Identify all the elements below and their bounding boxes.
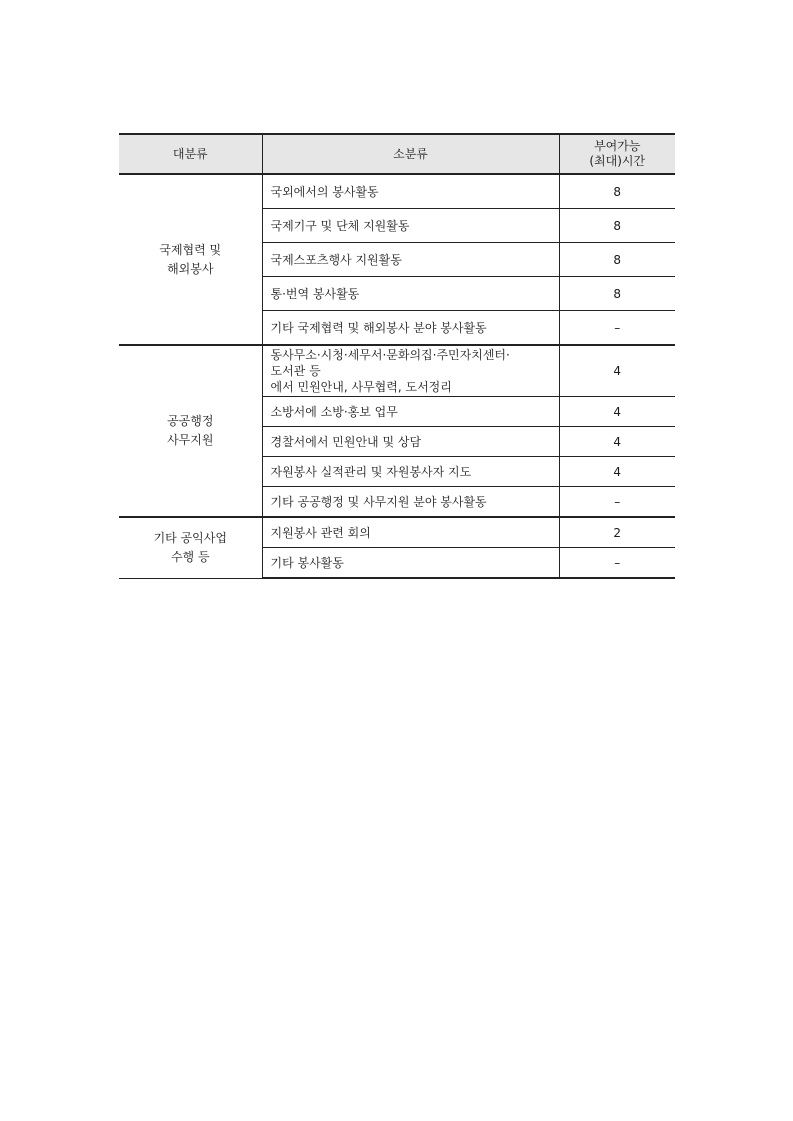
header-hours-line1: 부여가능 (594, 139, 641, 153)
subcategory-cell: 기타 공공행정 및 사무지원 분야 봉사활동 (262, 487, 559, 518)
subcategory-line: 에서 민원안내, 사무협력, 도서정리 (270, 380, 452, 394)
volunteer-hours-table (119, 133, 675, 579)
table-row (119, 517, 675, 548)
subcategory-cell: 자원봉사 실적관리 및 자원봉사자 지도 (262, 457, 559, 487)
subcategory-cell: 국제스포츠행사 지원활동 (262, 243, 559, 277)
subcategory-cell: 통·번역 봉사활동 (262, 277, 559, 311)
subcategory-cell: 국제기구 및 단체 지원활동 (262, 209, 559, 243)
table-row (119, 174, 675, 209)
subcategory-cell: 기타 국제협력 및 해외봉사 분야 봉사활동 (262, 311, 559, 346)
category-line: 공공행정 (167, 414, 214, 428)
subcategory-line: 동사무소·시청·세무서·문화의집·주민자치센터· (270, 348, 510, 362)
category-line: 수행 등 (170, 549, 210, 564)
subcategory-cell (262, 345, 559, 397)
subcategory-line: 도서관 등 (270, 364, 321, 378)
subcategory-cell: 국외에서의 봉사활동 (262, 174, 559, 209)
header-subcategory: 소분류 (262, 134, 559, 174)
hours-cell: – (559, 487, 675, 518)
category-cell (119, 345, 262, 517)
hours-cell: 2 (559, 517, 675, 548)
category-cell (119, 517, 262, 578)
category-cell (119, 174, 262, 345)
hours-cell: 4 (559, 397, 675, 427)
category-line: 국제협력 및 (159, 242, 222, 257)
header-category: 대분류 (119, 134, 262, 174)
subcategory-cell: 소방서에 소방·홍보 업무 (262, 397, 559, 427)
category-line: 해외봉사 (167, 261, 214, 276)
hours-cell: 4 (559, 345, 675, 397)
hours-cell: 8 (559, 209, 675, 243)
hours-cell: 4 (559, 457, 675, 487)
subcategory-cell: 기타 봉사활동 (262, 548, 559, 579)
hours-cell: 8 (559, 277, 675, 311)
hours-cell: 8 (559, 243, 675, 277)
category-line: 기타 공익사업 (153, 530, 227, 545)
category-line: 사무지원 (167, 433, 214, 447)
hours-cell: 4 (559, 427, 675, 457)
hours-cell: 8 (559, 174, 675, 209)
header-hours-line2: (최대)시간 (589, 154, 646, 168)
header-row (119, 134, 675, 174)
header-hours (559, 134, 675, 174)
subcategory-cell: 지원봉사 관련 회의 (262, 517, 559, 548)
hours-cell: – (559, 548, 675, 579)
subcategory-cell: 경찰서에서 민원안내 및 상담 (262, 427, 559, 457)
table-row (119, 345, 675, 397)
hours-cell: – (559, 311, 675, 346)
